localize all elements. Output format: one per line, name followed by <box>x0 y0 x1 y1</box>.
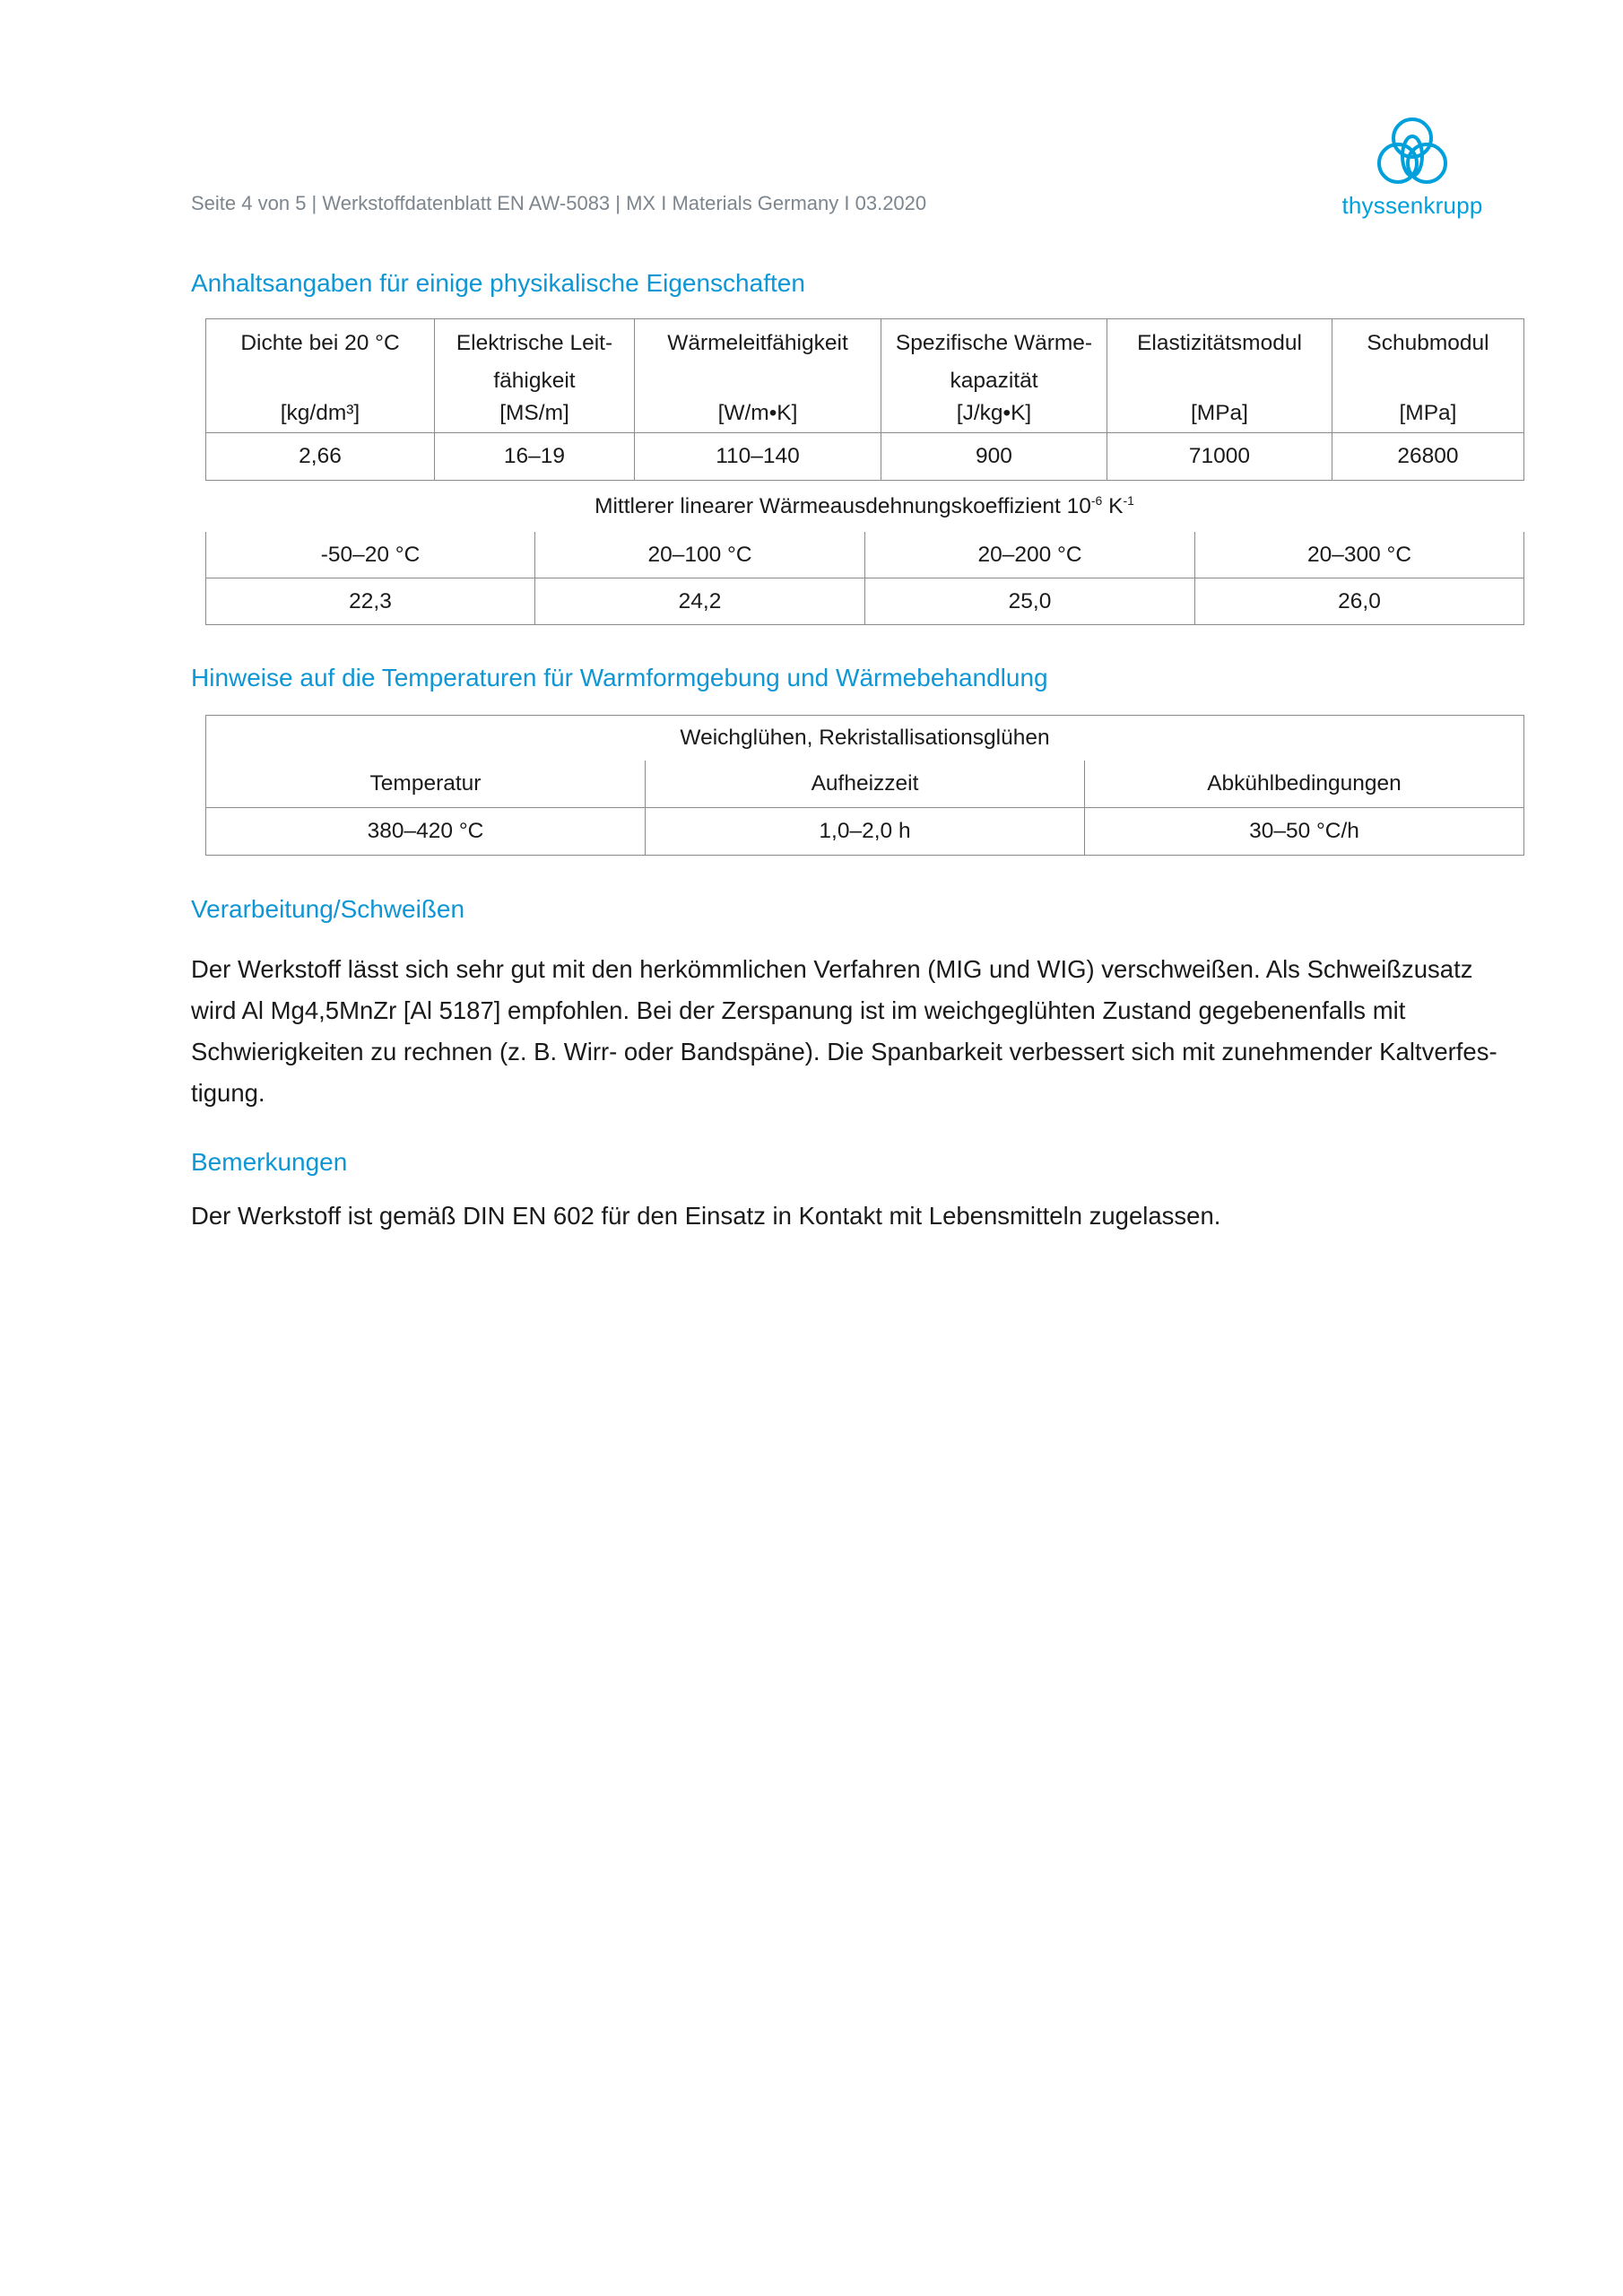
welding-paragraph <box>191 949 1509 1114</box>
column-unit: [kg/dm³] <box>280 401 360 425</box>
column-header <box>206 319 435 433</box>
table-value-row <box>206 433 1524 481</box>
table-cell: 16–19 <box>435 433 635 481</box>
paragraph-line: Der Werkstoff ist gemäß DIN EN 602 für den Einsatz in Kontakt mit Lebensmitteln zugelassen. <box>191 1202 1221 1230</box>
table-cell: Abkühlbedingungen <box>1085 761 1524 808</box>
column-name-line: fähigkeit <box>493 369 576 393</box>
column-header <box>1332 319 1524 433</box>
column-unit: [MS/m] <box>499 401 569 425</box>
table-cell: 2,66 <box>206 433 435 481</box>
column-name: Elastizitätsmodul <box>1137 331 1302 355</box>
column-name-line: kapazität <box>950 369 1038 393</box>
table-cell: 1,0–2,0 h <box>646 808 1085 856</box>
caption-exponent: -6 <box>1090 493 1103 508</box>
caption-text: Mittlerer linearer Wärmeausdehnungskoeffizient 10 <box>595 494 1091 519</box>
page-header-info: Seite 4 von 5 | Werkstoffdatenblatt EN AW-5083 | MX I Materials Germany I 03.2020 <box>191 192 927 214</box>
column-name: Schubmodul <box>1367 331 1489 355</box>
table-title: Weichglühen, Rekristallisationsglühen <box>206 716 1524 761</box>
expansion-coefficient-table <box>205 532 1524 625</box>
table-cell: -50–20 °C <box>206 532 535 578</box>
table-cell: 71000 <box>1107 433 1332 481</box>
table-cell: Aufheizzeit <box>646 761 1085 808</box>
table-header-row <box>206 319 1524 433</box>
company-logo <box>1327 117 1497 222</box>
table-cell: 20–100 °C <box>535 532 865 578</box>
caption-unit: K <box>1102 494 1124 519</box>
table-cell: 25,0 <box>865 578 1195 625</box>
table-title-row <box>206 716 1524 761</box>
table-cell: 20–300 °C <box>1195 532 1524 578</box>
section-heading-welding: Verarbeitung/Schweißen <box>191 895 465 923</box>
thyssenkrupp-arcs-icon <box>1368 117 1456 192</box>
expansion-coefficient-caption <box>205 493 1523 519</box>
column-header <box>435 319 635 433</box>
table-header-row <box>206 532 1524 578</box>
table-cell: 26,0 <box>1195 578 1524 625</box>
paragraph-line: wird Al Mg4,5MnZr [Al 5187] empfohlen. Bei der Zerspanung ist im weichgeglühten Zustand gegebenenfalls mit <box>191 996 1406 1024</box>
table-cell: 22,3 <box>206 578 535 625</box>
caption-exponent: -1 <box>1123 493 1134 508</box>
logo-wordmark: thyssenkrupp <box>1341 192 1483 219</box>
paragraph-line: tigung. <box>191 1079 265 1107</box>
table-cell: 20–200 °C <box>865 532 1195 578</box>
column-unit: [W/m•K] <box>717 401 798 425</box>
heat-treatment-table <box>205 715 1524 856</box>
column-name <box>881 325 1107 400</box>
table-cell: 900 <box>881 433 1107 481</box>
table-cell: 30–50 °C/h <box>1085 808 1524 856</box>
column-unit: [J/kg•K] <box>956 401 1032 425</box>
column-name <box>435 325 634 400</box>
table-cell: 26800 <box>1332 433 1524 481</box>
section-heading-remarks: Bemerkungen <box>191 1148 348 1176</box>
physical-properties-table <box>205 318 1524 481</box>
column-header <box>1107 319 1332 433</box>
column-name: Dichte bei 20 °C <box>240 331 400 355</box>
column-name-line: Spezifische Wärme- <box>895 331 1093 355</box>
table-value-row <box>206 578 1524 625</box>
column-name-line: Elektrische Leit- <box>456 331 613 355</box>
column-header <box>881 319 1107 433</box>
section-heading-heat-treatment: Hinweise auf die Temperaturen für Warmformgebung und Wärmebehandlung <box>191 664 1048 691</box>
table-cell: 24,2 <box>535 578 865 625</box>
column-unit: [MPa] <box>1399 401 1457 425</box>
table-cell: Temperatur <box>206 761 646 808</box>
remarks-paragraph <box>191 1196 1509 1237</box>
table-cell: 110–140 <box>635 433 881 481</box>
paragraph-line: Der Werkstoff lässt sich sehr gut mit den herkömmlichen Verfahren (MIG und WIG) verschweißen. Als Schweißzusatz <box>191 955 1473 983</box>
paragraph-line: Schwierigkeiten zu rechnen (z. B. Wirr- oder Bandspäne). Die Spanbarkeit verbessert sich mit zunehmender Kaltverfes- <box>191 1038 1497 1065</box>
column-name: Wärmeleitfähigkeit <box>667 331 848 355</box>
table-cell: 380–420 °C <box>206 808 646 856</box>
section-heading-physical-properties: Anhaltsangaben für einige physikalische Eigenschaften <box>191 269 805 297</box>
column-header <box>635 319 881 433</box>
table-value-row <box>206 808 1524 856</box>
table-header-row <box>206 761 1524 808</box>
column-unit: [MPa] <box>1191 401 1248 425</box>
